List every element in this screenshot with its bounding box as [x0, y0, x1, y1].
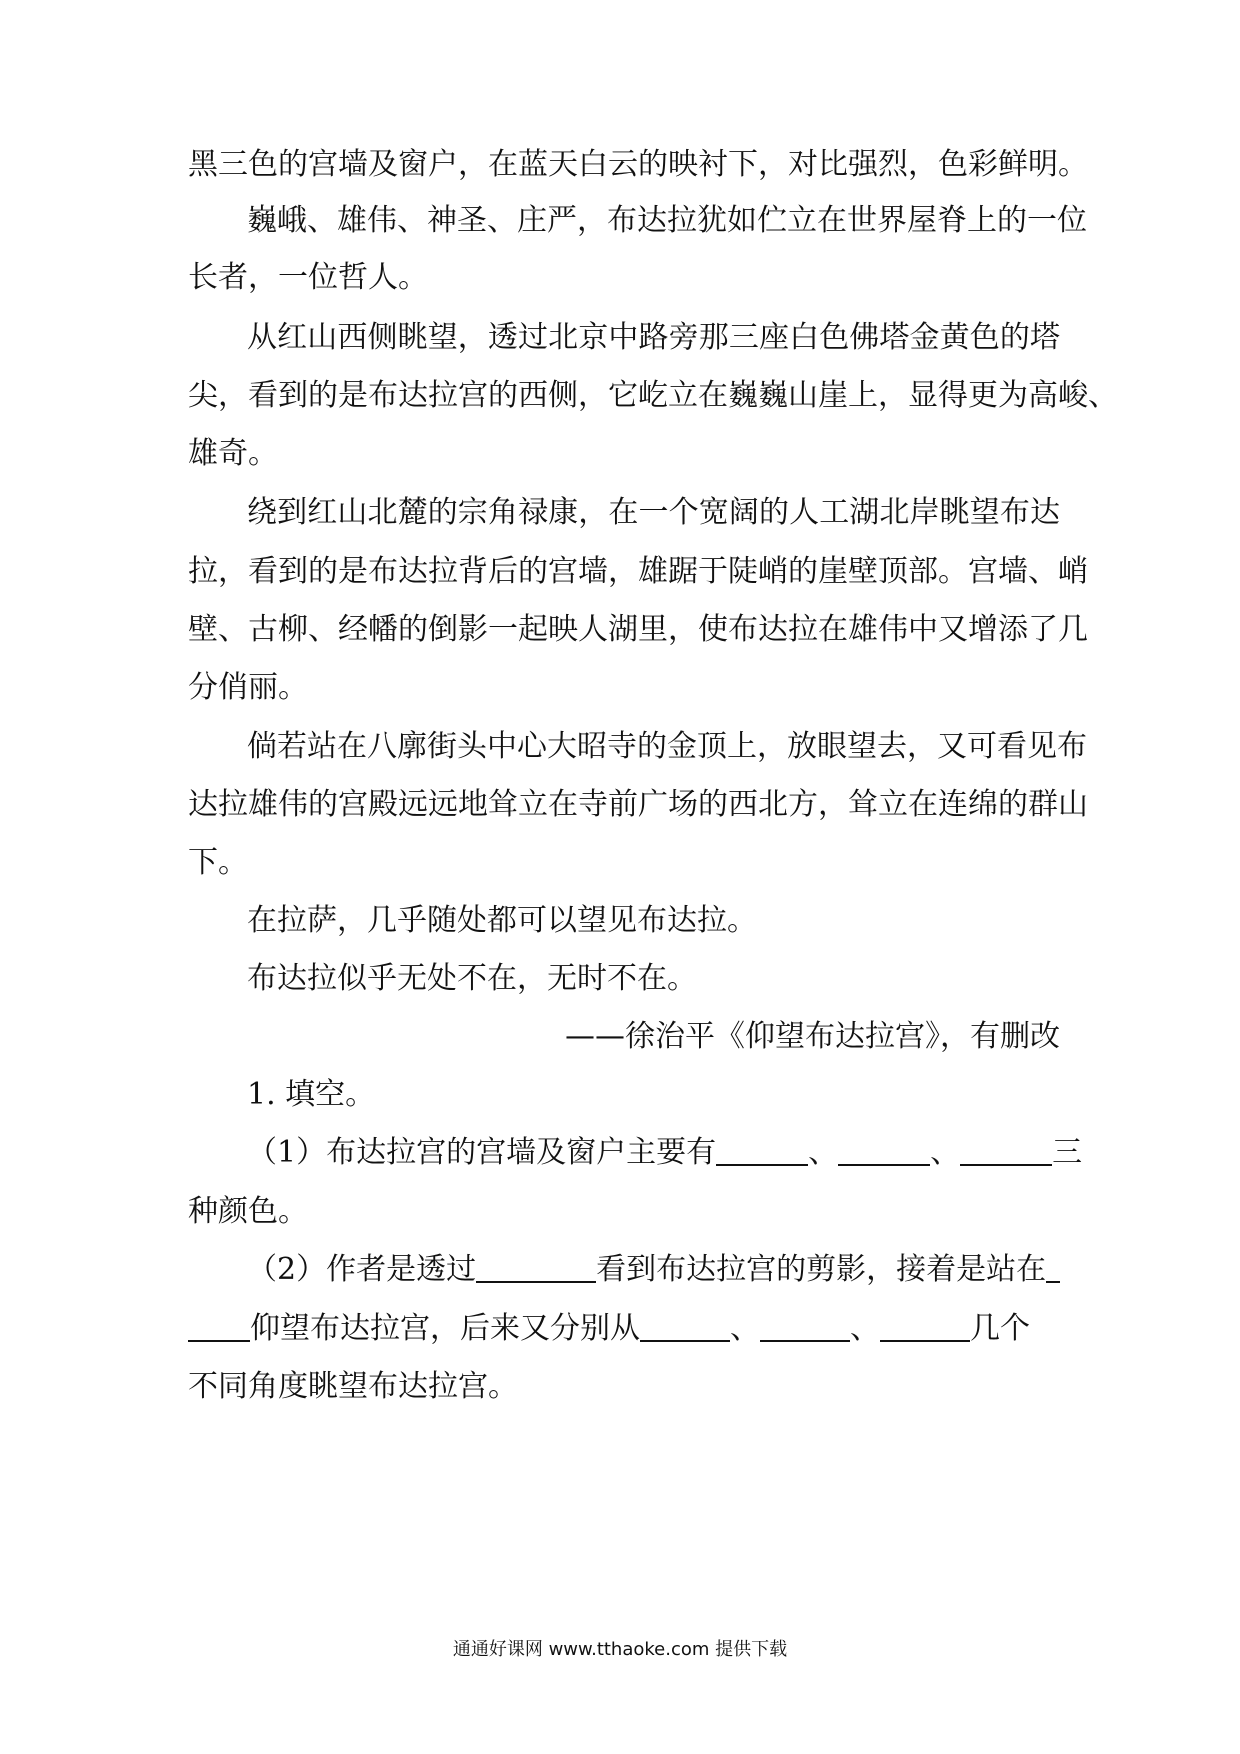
question-1-2: [247, 1250, 1060, 1290]
passage-line: 分俏丽。: [188, 670, 308, 705]
passage-source: ——徐治平《仰望布达拉宫》，有删改: [565, 1019, 1060, 1054]
question-1-2-line3: 不同角度眺望布达拉宫。: [188, 1369, 518, 1404]
passage-line: 达拉雄伟的宫殿远远地耸立在寺前广场的西北方，耸立在连绵的群山: [188, 787, 1088, 822]
answer-blank[interactable]: [1046, 1251, 1060, 1283]
answer-blank[interactable]: [760, 1310, 850, 1342]
passage-line: 绕到红山北麓的宗角禄康，在一个宽阔的人工湖北岸眺望布达: [247, 495, 1060, 530]
answer-blank[interactable]: [716, 1134, 808, 1166]
separator: 、: [930, 1135, 961, 1170]
question-text: （2）作者是透过: [247, 1252, 477, 1287]
passage-line: 拉，看到的是布达拉背后的宫墙，雄踞于陡峭的崖壁顶部。宫墙、峭: [188, 554, 1088, 589]
answer-blank[interactable]: [880, 1310, 970, 1342]
footer-watermark: 通通好课网 www.tthaoke.com 提供下载: [452, 1639, 788, 1660]
separator: 、: [850, 1311, 880, 1346]
separator: 、: [808, 1135, 839, 1170]
question-text: 三: [1052, 1135, 1083, 1170]
separator: 、: [730, 1311, 760, 1346]
answer-blank[interactable]: [640, 1310, 730, 1342]
passage-line: 倘若站在八廓街头中心大昭寺的金顶上，放眼望去，又可看见布: [247, 729, 1087, 764]
passage-line: 黑三色的宫墙及窗户，在蓝天白云的映衬下，对比强烈，色彩鲜明。: [188, 147, 1088, 182]
passage-line: 尖，看到的是布达拉宫的西侧，它屹立在巍巍山崖上，显得更为高峻、: [188, 378, 1118, 413]
passage-line: 巍峨、雄伟、神圣、庄严，布达拉犹如伫立在世界屋脊上的一位: [247, 203, 1087, 238]
question-text: （1）布达拉宫的宫墙及窗户主要有: [247, 1135, 717, 1170]
question-1-1-line2: 种颜色。: [188, 1194, 308, 1229]
passage-line: 从红山西侧眺望，透过北京中路旁那三座白色佛塔金黄色的塔: [247, 320, 1060, 355]
answer-blank[interactable]: [476, 1251, 596, 1283]
passage-line: 在拉萨，几乎随处都可以望见布达拉。: [247, 903, 757, 938]
answer-blank[interactable]: [188, 1310, 250, 1342]
passage-line: 长者，一位哲人。: [188, 260, 428, 295]
question-text: 看到布达拉宫的剪影，接着是站在: [596, 1252, 1047, 1287]
question-1-1: [247, 1133, 1083, 1173]
question-text: 仰望布达拉宫，后来又分别从: [250, 1311, 640, 1346]
question-1-2-line2: [188, 1309, 1060, 1349]
passage-line: 壁、古柳、经幡的倒影一起映人湖里，使布达拉在雄伟中又增添了几: [188, 612, 1088, 647]
passage-line: 雄奇。: [188, 436, 278, 471]
question-text: 几个: [970, 1311, 1030, 1346]
question-1-title: 1. 填空。: [247, 1077, 376, 1112]
answer-blank[interactable]: [960, 1134, 1052, 1166]
passage-line: 下。: [188, 845, 248, 880]
passage-line: 布达拉似乎无处不在，无时不在。: [247, 961, 697, 996]
answer-blank[interactable]: [838, 1134, 930, 1166]
